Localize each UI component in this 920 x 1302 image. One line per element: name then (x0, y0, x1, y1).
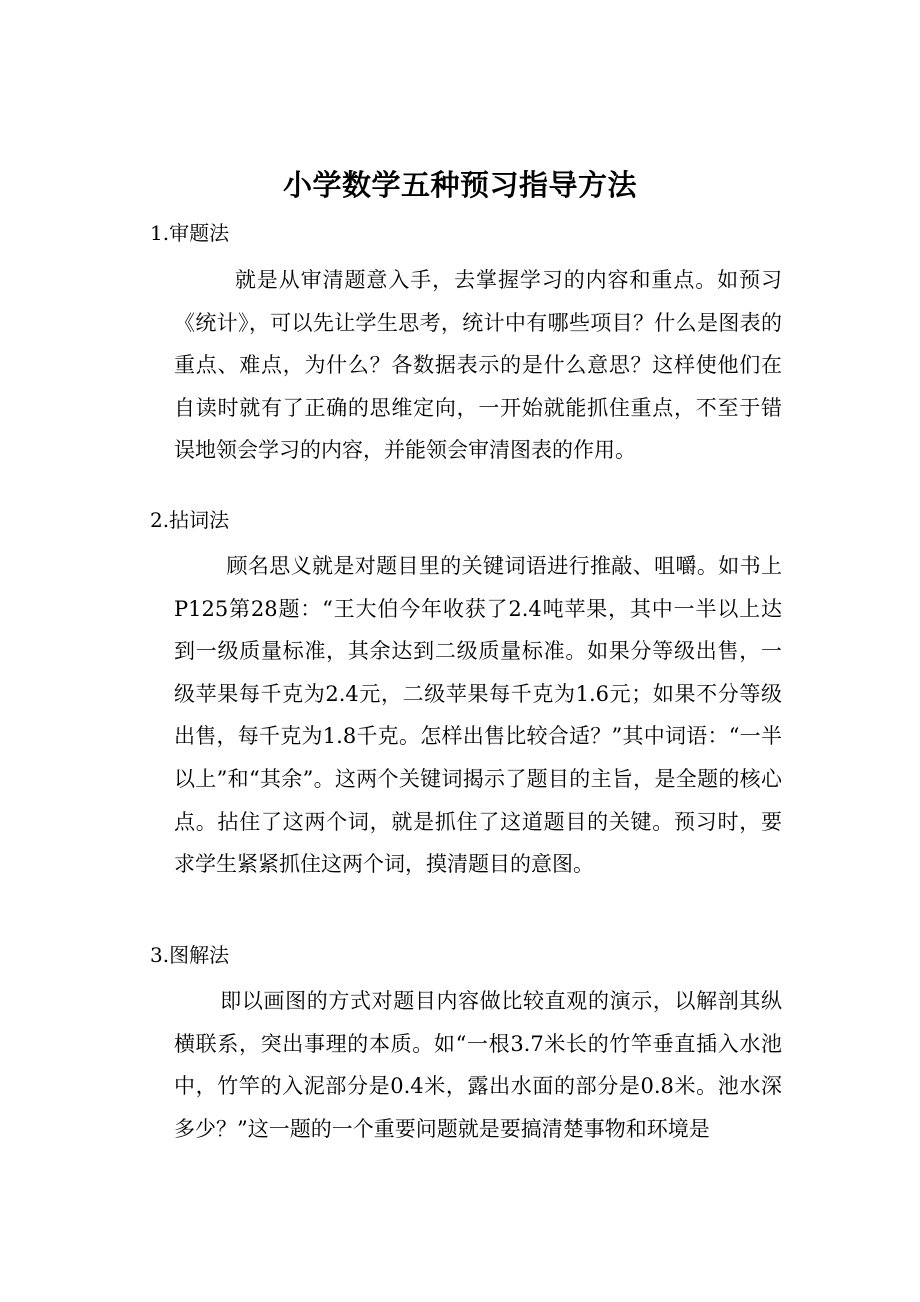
section-paragraph-3: 即以画图的方式对题目内容做比较直观的演示，以解剖其纵横联系，突出事理的本质。如“一根3.7米长的竹竿垂直插入水池中，竹竿的入泥部分是0.4米，露出水面的部分是0.8米。池水深多少？”这一题的一个重要问题就是要搞清楚事物和环境是 (174, 989, 782, 1141)
section-paragraph-1: 就是从审清题意入手，去掌握学习的内容和重点。如预习《统计》，可以先让学生思考，统计中有哪些项目？什么是图表的重点、难点，为什么？各数据表示的是什么意思？这样使他们在自读时就有了正确的思维定向，一开始就能抓住重点，不至于错误地领会学习的内容，并能领会审清图表的作用。 (174, 268, 782, 463)
document-title: 小学数学五种预习指导方法 (282, 168, 637, 202)
section-heading-2: 2.拈词法 (150, 508, 230, 532)
section-paragraph-2: 顾名思义就是对题目里的关键词语进行推敲、咀嚼。如书上P125第28题：“王大伯今年收获了2.4吨苹果，其中一半以上达到一级质量标准，其余达到二级质量标准。如果分等级出售，一级苹果每千克为2.4元，二级苹果每千克为1.6元；如果不分等级出售，每千克为1.8千克。怎样出售比较合适？”其中词语：“一半以上”和“其余”。这两个关键词揭示了题目的主旨，是全题的核心点。拈住了这两个词，就是抓住了这道题目的关键。预习时，要求学生紧紧抓住这两个词，摸清题目的意图。 (174, 554, 782, 877)
section-heading-3: 3.图解法 (150, 943, 230, 967)
section-heading-1: 1.审题法 (150, 221, 230, 245)
